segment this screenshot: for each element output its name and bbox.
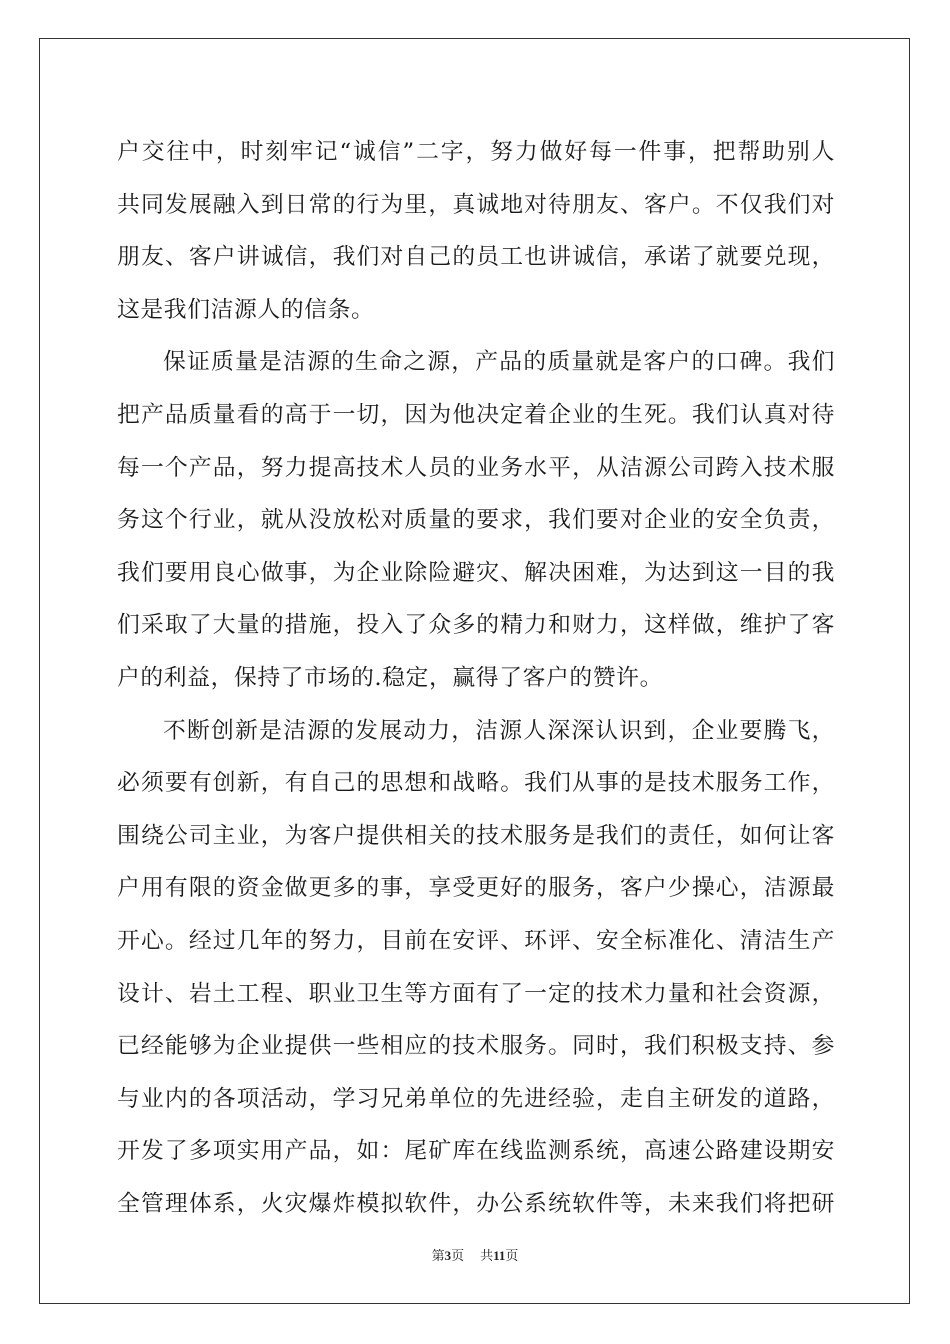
text-line: 每一个产品，努力提高技术人员的业务水平，从洁源公司跨入技术服 <box>117 454 835 481</box>
page-footer <box>0 1245 950 1264</box>
text-line: 开心。经过几年的努力，目前在安评、环评、安全标准化、清洁生产 <box>117 927 835 954</box>
text-line: 这是我们洁源人的信条。 <box>117 296 375 323</box>
paragraph-first-line: 不断创新是洁源的发展动力，洁源人深深认识到，企业要腾飞， <box>163 717 835 744</box>
text-line: 朋友、客户讲诚信，我们对自己的员工也讲诚信，承诺了就要兑现， <box>117 244 835 271</box>
text-line: 把产品质量看的高于一切，因为他决定着企业的生死。我们认真对待 <box>117 401 835 428</box>
total-suffix: 页 <box>505 1248 519 1263</box>
text-line: 已经能够为企业提供一些相应的技术服务。同时，我们积极支持、参 <box>117 1033 835 1060</box>
text-line: 共同发展融入到日常的行为里，真诚地对待朋友、客户。不仅我们对 <box>117 191 835 218</box>
text-line: 务这个行业，就从没放松对质量的要求，我们要对企业的安全负责， <box>117 507 835 534</box>
text-line: 与业内的各项活动，学习兄弟单位的先进经验，走自主研发的道路， <box>117 1085 835 1112</box>
paragraph-first-line: 保证质量是洁源的生命之源，产品的质量就是客户的口碑。我们 <box>163 349 835 376</box>
page-number: 3 <box>444 1248 452 1263</box>
text-line: 必须要有创新，有自己的思想和战略。我们从事的是技术服务工作， <box>117 770 835 797</box>
text-line: 户用有限的资金做更多的事，享受更好的服务，客户少操心，洁源最 <box>117 875 835 902</box>
text-line: 全管理体系，火灾爆炸模拟软件，办公系统软件等，未来我们将把研 <box>117 1190 835 1217</box>
text-line: 户的利益，保持了市场的.稳定，赢得了客户的赞许。 <box>117 664 663 691</box>
text-line: 设计、岩土工程、职业卫生等方面有了一定的技术力量和社会资源， <box>117 980 835 1007</box>
text-line: 户交往中，时刻牢记“诚信”二字，努力做好每一件事，把帮助别人 <box>117 139 835 165</box>
total-prefix: 共 <box>480 1248 494 1263</box>
page-suffix: 页 <box>451 1248 465 1263</box>
text-line: 我们要用良心做事，为企业除险避灾、解决困难，为达到这一目的我 <box>117 559 835 586</box>
text-line: 开发了多项实用产品，如：尾矿库在线监测系统，高速公路建设期安 <box>117 1138 835 1165</box>
text-line: 围绕公司主业，为客户提供相关的技术服务是我们的责任，如何让客 <box>117 822 835 849</box>
page-prefix: 第 <box>431 1248 445 1263</box>
total-pages: 11 <box>493 1248 506 1263</box>
text-line: 们采取了大量的措施，投入了众多的精力和财力，这样做，维护了客 <box>117 612 835 639</box>
document-body <box>117 126 835 1230</box>
